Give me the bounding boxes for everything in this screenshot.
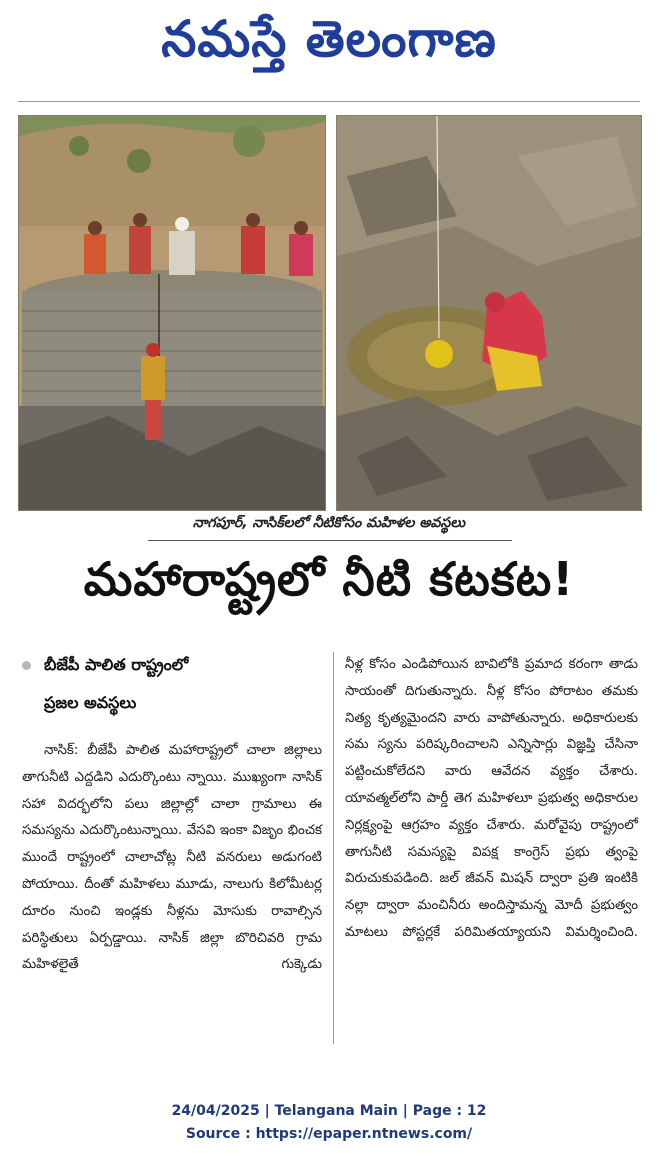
women-at-well-illustration: [19, 116, 325, 510]
article-headline: మహారాష్ట్రలో నీటి కటకట!: [83, 552, 575, 606]
masthead-divider: [18, 101, 640, 102]
masthead-title: నమస్తే తెలంగాణ: [161, 10, 497, 68]
woman-collecting-water-illustration: [337, 116, 641, 510]
footer-edition-info: 24/04/2025 | Telangana Main | Page : 12: [171, 1103, 487, 1119]
women-at-well-photo: [18, 115, 326, 511]
article-body-left-column: నాసిక్: బీజేపీ పాలిత మహారాష్ట్రలో చాలా జిల్లాలు తాగునీటి ఎద్దడిని ఎదుర్కొంటు న్నాయి. ముఖ్యంగా నాసిక్ సహా విదర్భలోని పలు జిల్లాల్లో చాలా గ్రామాలు ఈ సమస్యను ఎదుర్కొంటున్నాయి. వేసవి ఇంకా విజృం భించక ముందే రాష్ట్రంలో చాలాచోట్ల నీటి వనరులు అడుగంటి పోయాయి. దీంతో మహిళలు మూడు, నాలుగు కిలోమీటర్ల దూరం నుంచి ఇండ్లకు నీళ్లను మోసుకు రావాల్సిన పరిస్థితులు ఏర్పడ్డాయి. నాసిక్ జిల్లా బొరిచివరి గ్రామ మహిళలైతే గుక్కెడు: [22, 743, 322, 973]
footer-source: Source : https://epaper.ntnews.com/: [185, 1126, 473, 1142]
masthead: [0, 0, 658, 100]
bullet-icon: [22, 661, 31, 670]
photo-caption: నాగపూర్, నాసిక్‌లలో నీటికోసం మహిళల అవస్థలు: [192, 515, 466, 531]
caption-underline: [148, 540, 512, 541]
kicker-line-2: ప్రజల అవస్థలు: [44, 693, 137, 712]
column-divider: [333, 652, 334, 1044]
woman-collecting-water-photo: [336, 115, 642, 511]
kicker-line-1: బీజేపీ పాలిత రాష్ట్రంలో: [44, 655, 189, 674]
article-body-right-column: నీళ్ల కోసం ఎండిపోయిన బావిలోకి ప్రమాద కరంగా తాడు సాయంతో దిగుతున్నారు. నీళ్ల కోసం పోరాటం తమకు నిత్య కృత్యమైందని వారు వాపోతున్నారు. అధికారులకు సమ స్యను పరిష్కరించాలని ఎన్నిసార్లు విజ్ఞప్తి చేసినా పట్టించుకోలేదని వారు ఆవేదన వ్యక్తం చేశారు. యావత్మల్‌లోని పార్డీ తెగ మహిళలూ ప్రభుత్వ అధికారుల నిర్లక్ష్యంపై ఆగ్రహం వ్యక్తం చేశారు. మరోవైపు రాష్ట్రంలో తాగునీటి సమస్యపై విపక్ష కాంగ్రెస్ ప్రభు త్వంపై విరుచుకుపడింది. జల్ జీవన్ మిషన్ ద్వారా ప్రతి ఇంటికి నల్లా ద్వారా మంచినీరు అందిస్తామన్న మోదీ ప్రభుత్వం మాటలు పోస్టర్లకే పరిమితయ్యాయని విమర్శించింది.: [345, 657, 638, 940]
